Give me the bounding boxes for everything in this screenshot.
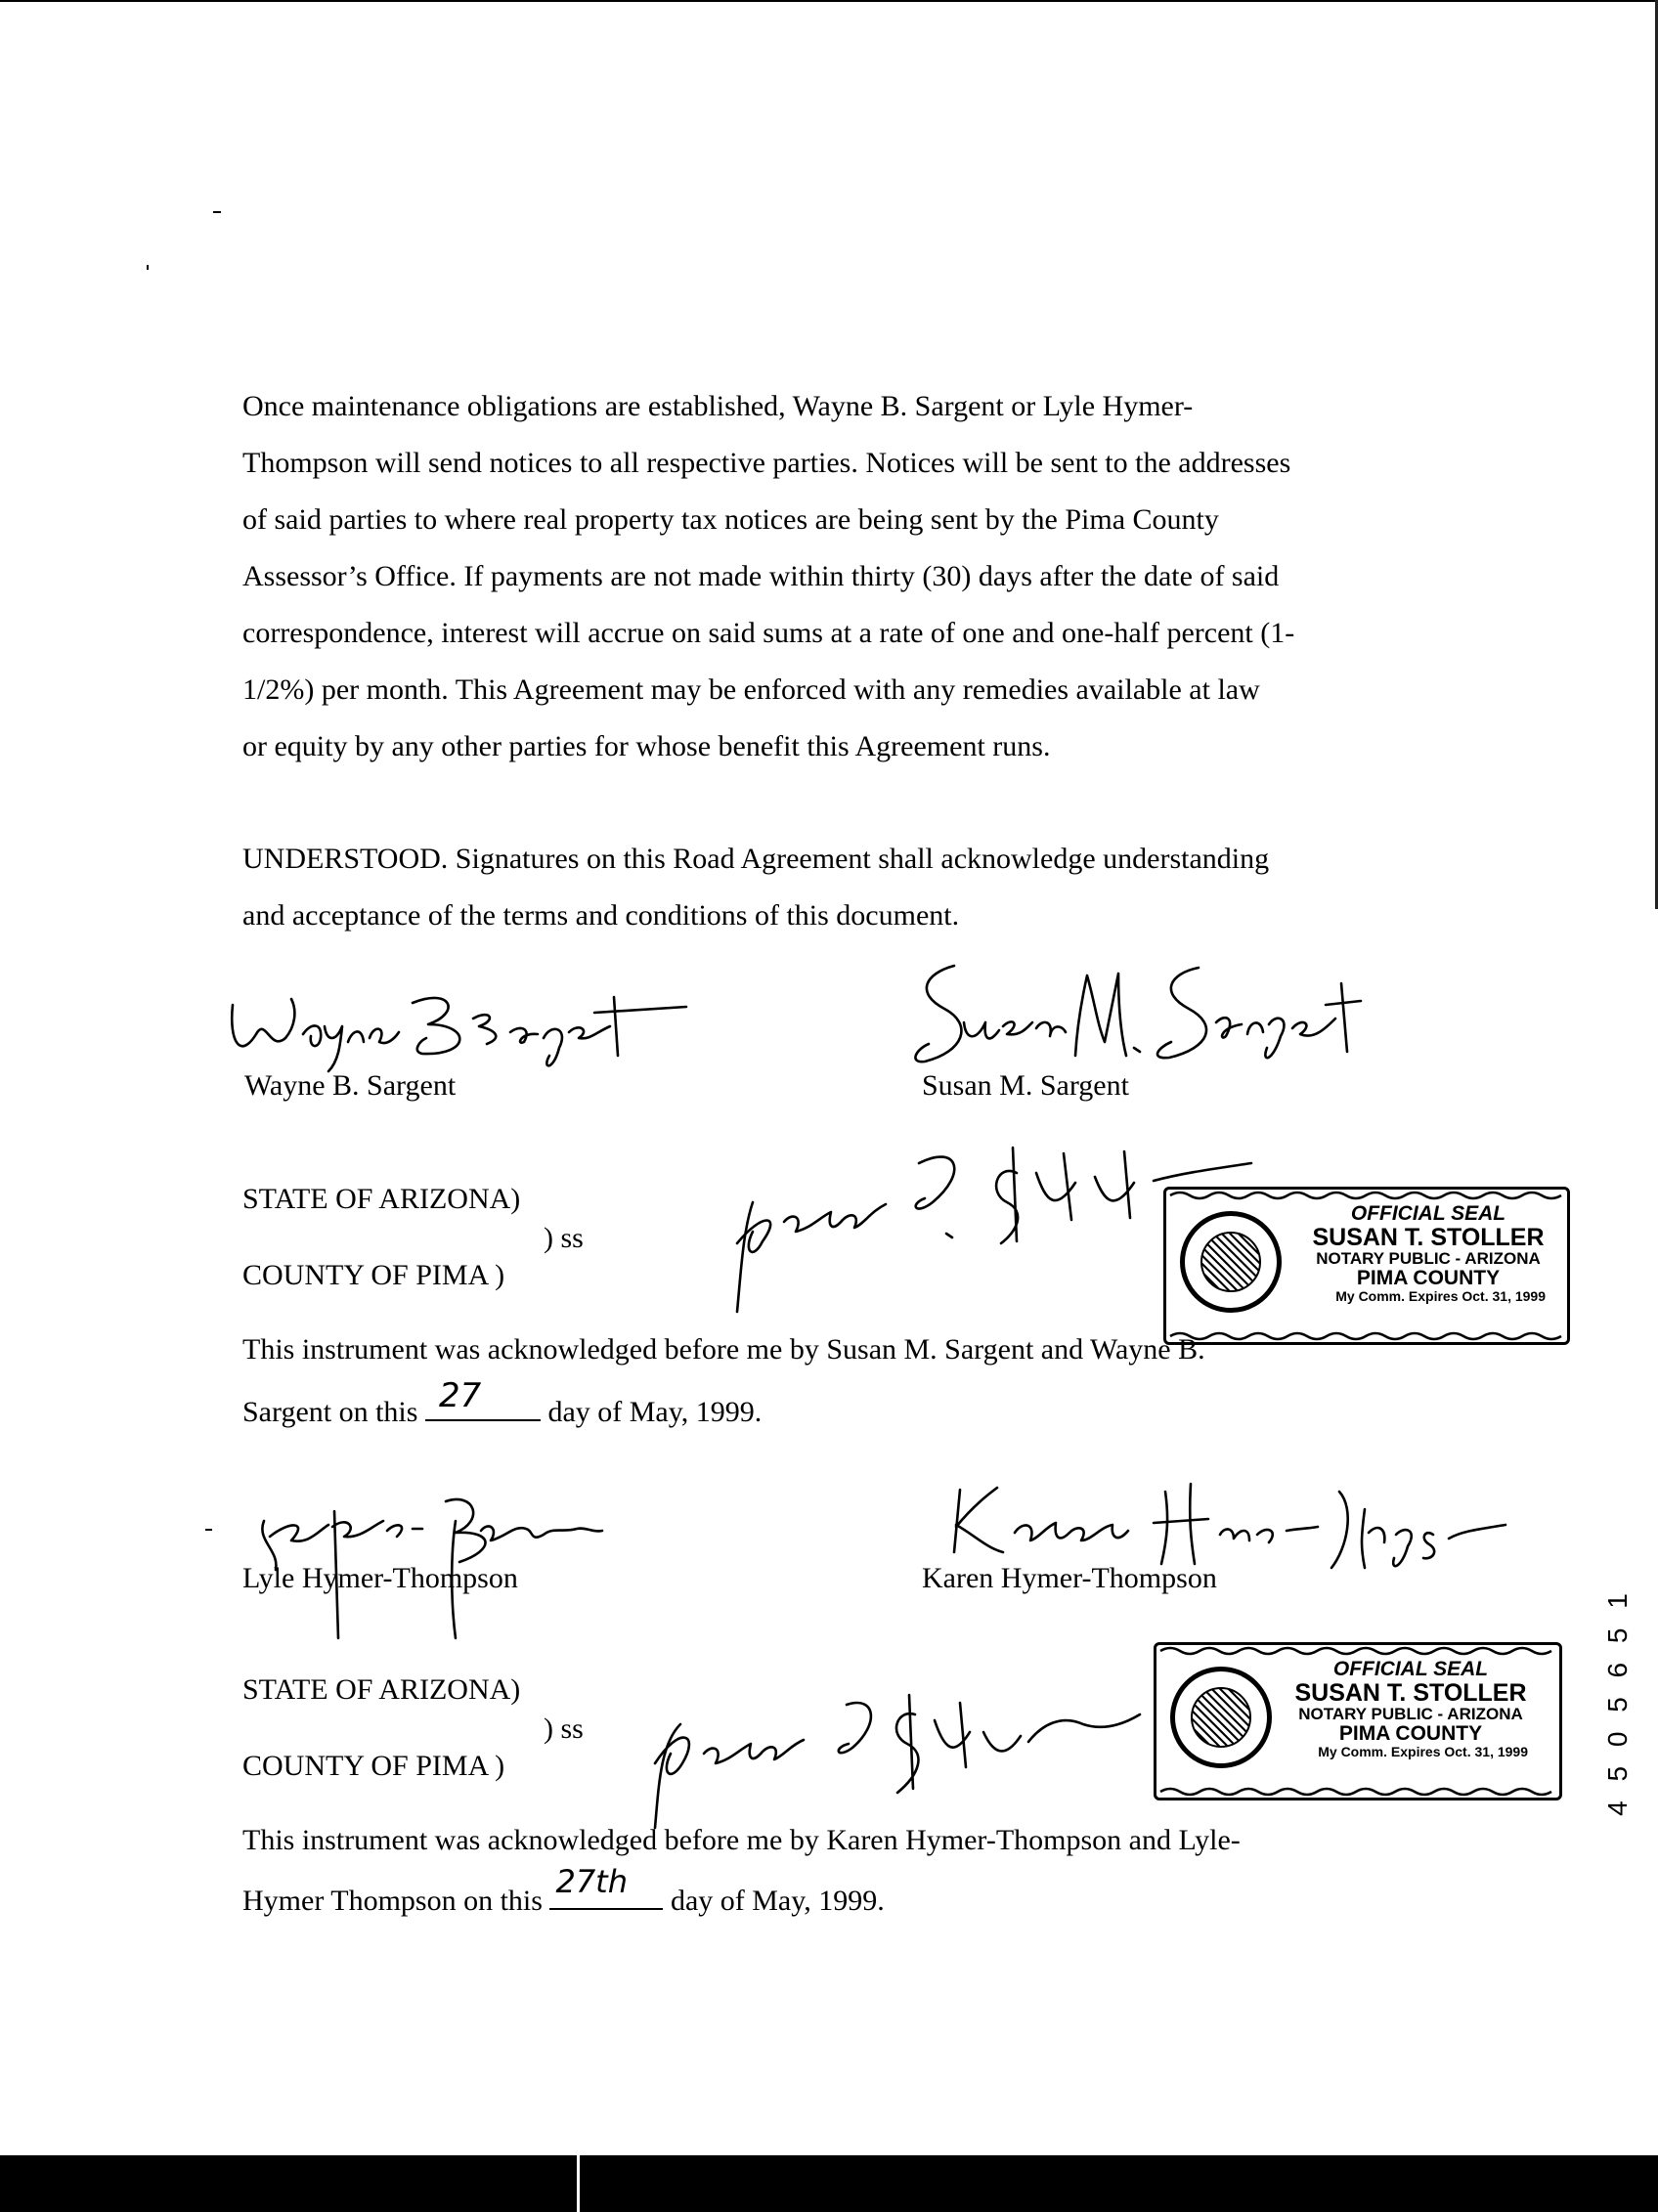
notary-seal-1 [1163, 1187, 1570, 1345]
venue-county: COUNTY OF PIMA ) [242, 1750, 505, 1782]
scan-speck [147, 265, 149, 270]
seal-notary-name: SUSAN T. STOLLER [1294, 1679, 1527, 1708]
signatory-name-lyle: Lyle Hymer-Thompson [242, 1562, 518, 1594]
arizona-seal-emblem [1170, 1667, 1272, 1768]
scan-speck [205, 1529, 212, 1531]
seal-expiration: My Comm. Expires Oct. 31, 1999 [1335, 1288, 1546, 1305]
venue-state: STATE OF ARIZONA) [242, 1183, 521, 1215]
text-line: correspondence, interest will accrue on said sums at a rate of one and one-half percent (1- [242, 617, 1295, 649]
acknowledgment-date-line [242, 1376, 763, 1429]
scan-speck [213, 211, 221, 213]
text-line: Assessor’s Office. If payments are not made within thirty (30) days after the date of said [242, 560, 1280, 592]
seal-official-text: OFFICIAL SEAL [1350, 1202, 1506, 1225]
recording-number-stamp [1598, 1540, 1637, 1872]
ack-day-blank [425, 1376, 541, 1421]
seal-expiration: My Comm. Expires Oct. 31, 1999 [1318, 1744, 1528, 1760]
text-line: and acceptance of the terms and conditions of this document. [242, 899, 960, 932]
text-line: of said parties to where real property tax notices are being sent by the Pima County [242, 503, 1219, 536]
ack-day-handwritten: 27 [438, 1376, 482, 1415]
seal-county: PIMA COUNTY [1338, 1722, 1483, 1746]
ack-prefix: Sargent on this [242, 1396, 418, 1428]
acknowledgment-line: This instrument was acknowledged before me by Karen Hymer-Thompson and Lyle- [242, 1824, 1241, 1856]
ack-day-handwritten: 27th [555, 1863, 628, 1900]
seal-county: PIMA COUNTY [1356, 1267, 1501, 1290]
signature-lyle-hymer-thompson [250, 1482, 612, 1638]
signature-wayne-sargent [227, 974, 696, 1081]
text-line: Once maintenance obligations are established, Wayne B. Sargent or Lyle Hymer- [242, 390, 1194, 422]
ack-suffix: day of May, 1999. [670, 1885, 885, 1917]
arizona-seal-emblem [1180, 1211, 1282, 1313]
recording-number: 4 5 0 5 6 5 1 [1602, 1587, 1633, 1816]
scan-top-edge [0, 0, 1658, 2]
text-line: UNDERSTOOD. Signatures on this Road Agreement shall acknowledge understanding [242, 843, 1270, 875]
venue-ss: ) ss [544, 1222, 584, 1254]
text-line: 1/2%) per month. This Agreement may be enforced with any remedies available at law [242, 673, 1260, 706]
venue-ss: ) ss [544, 1713, 584, 1745]
paragraph-maintenance [242, 378, 1416, 775]
paragraph-understood [242, 831, 1416, 944]
acknowledgment-date-line [242, 1863, 885, 1918]
ack-suffix: day of May, 1999. [547, 1396, 763, 1428]
ack-day-blank [549, 1863, 663, 1910]
venue-county: COUNTY OF PIMA ) [242, 1259, 505, 1291]
notary-seal-2 [1154, 1642, 1562, 1800]
text-line: Thompson will send notices to all respective parties. Notices will be sent to the addresses [242, 447, 1291, 479]
notary-signature-2 [641, 1685, 1150, 1832]
seal-notary-name: SUSAN T. STOLLER [1312, 1224, 1545, 1252]
text-line: or equity by any other parties for whose benefit this Agreement runs. [242, 730, 1051, 762]
signatory-name-wayne: Wayne B. Sargent [244, 1069, 457, 1102]
signatory-name-karen: Karen Hymer-Thompson [922, 1562, 1217, 1594]
scan-bottom-edge [0, 2155, 1658, 2212]
seal-notary-title: NOTARY PUBLIC - ARIZONA [1316, 1249, 1541, 1269]
signatory-name-susan: Susan M. Sargent [922, 1069, 1129, 1102]
seal-notary-title: NOTARY PUBLIC - ARIZONA [1298, 1705, 1523, 1724]
signature-susan-sargent [905, 954, 1365, 1081]
venue-state: STATE OF ARIZONA) [242, 1673, 521, 1706]
acknowledgment-line: This instrument was acknowledged before me by Susan M. Sargent and Wayne B. [242, 1333, 1205, 1366]
seal-official-text: OFFICIAL SEAL [1332, 1658, 1489, 1680]
ack-prefix: Hymer Thompson on this [242, 1885, 543, 1917]
